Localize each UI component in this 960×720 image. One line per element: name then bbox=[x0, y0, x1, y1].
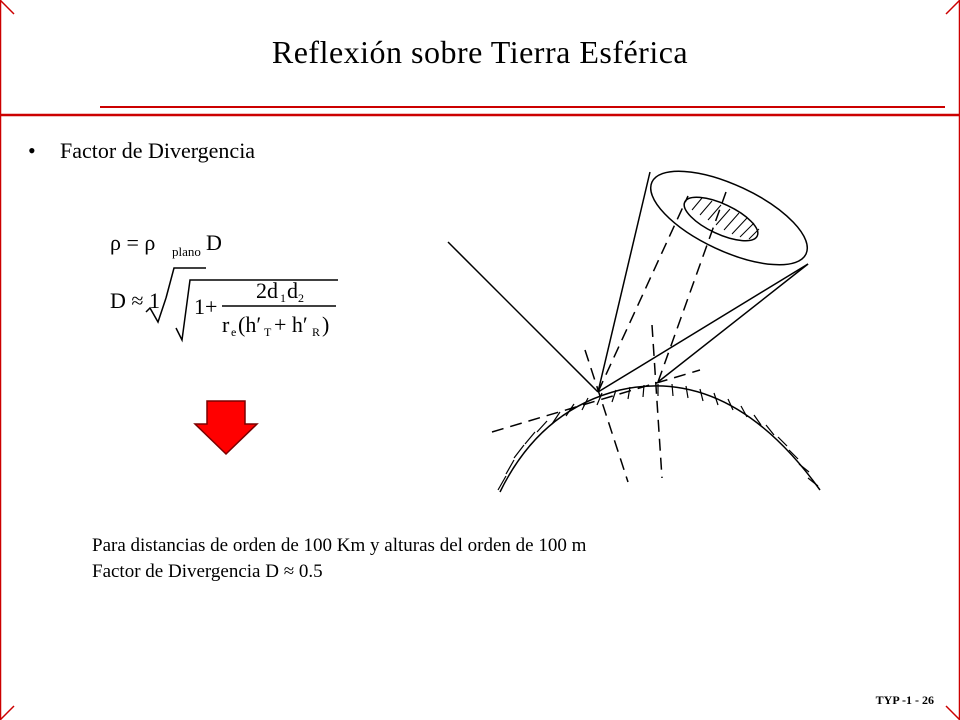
title-rule bbox=[0, 104, 960, 122]
bullet-item bbox=[28, 138, 255, 164]
svg-text:r: r bbox=[222, 312, 230, 337]
note-line-1: Para distancias de orden de 100 Km y alturas del orden de 100 m bbox=[92, 535, 587, 556]
svg-text:+ h′: + h′ bbox=[274, 312, 308, 337]
svg-text:(h′: (h′ bbox=[238, 312, 262, 337]
slide-footer: TYP -1 - 26 bbox=[875, 693, 934, 707]
svg-text:R: R bbox=[312, 325, 321, 339]
svg-text:T: T bbox=[264, 325, 272, 339]
svg-text:D: D bbox=[206, 230, 222, 255]
svg-text:1+: 1+ bbox=[194, 294, 218, 319]
slide-title: Reflexión sobre Tierra Esférica bbox=[271, 34, 689, 70]
svg-text:D ≈ 1: D ≈ 1 bbox=[110, 288, 160, 313]
svg-text:): ) bbox=[322, 312, 330, 337]
divergence-formula bbox=[110, 222, 350, 352]
svg-text:ρ = ρ: ρ = ρ bbox=[110, 230, 156, 255]
conclusion-note bbox=[92, 533, 586, 585]
red-down-arrow-icon bbox=[193, 400, 259, 456]
svg-text:2: 2 bbox=[298, 291, 304, 305]
note-line-2: Factor de Divergencia D ≈ 0.5 bbox=[92, 561, 323, 582]
svg-text:e: e bbox=[231, 325, 237, 339]
bullet-text: Factor de Divergencia bbox=[60, 138, 256, 163]
svg-text:2d: 2d bbox=[256, 278, 278, 303]
svg-text:1: 1 bbox=[280, 291, 286, 305]
spherical-earth-reflection-figure bbox=[440, 160, 840, 500]
svg-text:d: d bbox=[287, 278, 298, 303]
svg-text:plano: plano bbox=[172, 244, 201, 259]
bullet-dot: • bbox=[28, 138, 36, 163]
